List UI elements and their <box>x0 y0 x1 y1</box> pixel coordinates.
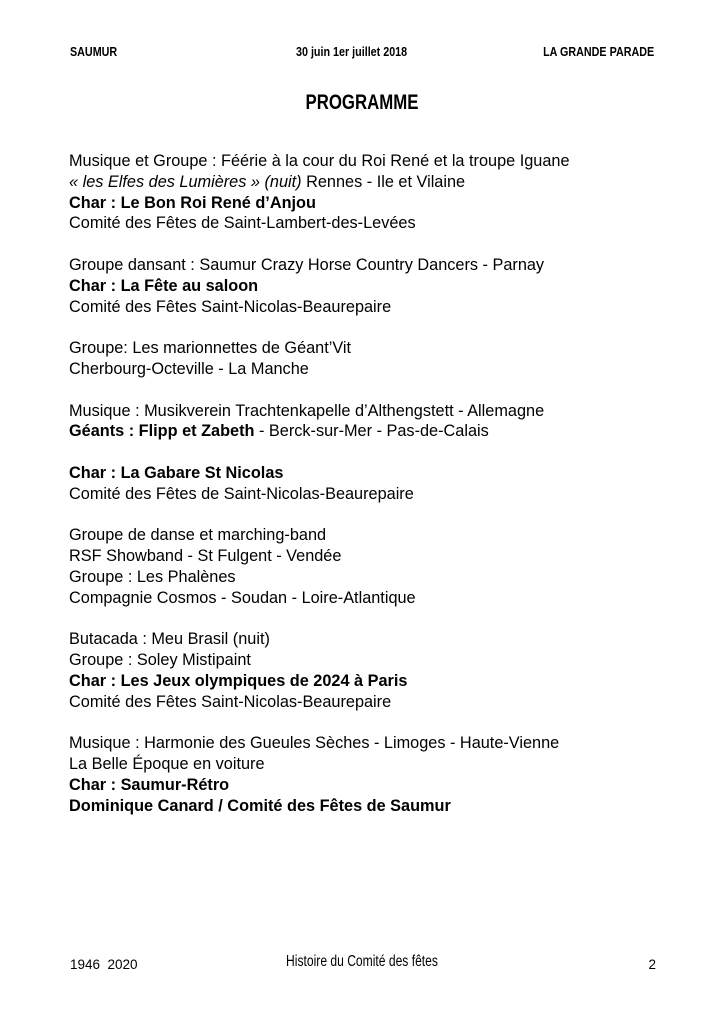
footer-years: 1946 2020 <box>70 957 138 972</box>
programme-line: La Belle Époque en voiture <box>69 755 265 774</box>
plain-text: Rennes - Ile et Vilaine <box>301 172 466 191</box>
char-line: Char : Le Bon Roi René d’Anjou <box>69 193 316 212</box>
programme-line: Musique : Harmonie des Gueules Sèches - Limoges - Haute-Vienne <box>69 734 560 753</box>
programme-line: Musique et Groupe : Féérie à la cour du Roi René et la troupe Iguane <box>69 152 570 170</box>
char-line: Char : Les Jeux olympiques de 2024 à Paris <box>69 671 408 690</box>
header-date: 30 juin 1er juillet 2018 <box>296 45 408 59</box>
char-line: Char : La Gabare St Nicolas <box>69 463 284 482</box>
programme-line: Groupe : Soley Mistipaint <box>69 651 251 670</box>
programme-line: Groupe: Les marionnettes de Géant’Vit <box>69 339 352 358</box>
programme-line: Comité des Fêtes de Saint-Nicolas-Beaurepaire <box>69 484 414 503</box>
programme-line <box>69 172 669 193</box>
programme-line: Comité des Fêtes de Saint-Lambert-des-Levées <box>69 214 416 233</box>
char-line: Char : Saumur-Rétro <box>69 775 230 794</box>
programme-line: RSF Showband - St Fulgent - Vendée <box>69 547 342 566</box>
programme-line <box>69 421 669 442</box>
plain-text: - Berck-sur-Mer - Pas-de-Calais <box>254 422 489 441</box>
bold-text: Géants : Flipp et Zabeth <box>69 422 255 441</box>
header-right: LA GRANDE PARADE <box>542 45 654 59</box>
programme-line: Comité des Fêtes Saint-Nicolas-Beaurepaire <box>69 297 392 316</box>
programme-line: Cherbourg-Octeville - La Manche <box>69 359 309 378</box>
programme-list <box>69 151 669 817</box>
header-left: SAUMUR <box>70 45 118 59</box>
programme-line: Groupe dansant : Saumur Crazy Horse Country Dancers - Parnay <box>69 255 545 274</box>
page-number: 2 <box>648 957 656 972</box>
programme-line: Groupe de danse et marching-band <box>69 526 327 545</box>
footer-title: Histoire du Comité des fêtes <box>286 953 438 970</box>
programme-line: Musique : Musikverein Trachtenkapelle d’Althengstett - Allemagne <box>69 401 545 420</box>
programme-line: Compagnie Cosmos - Soudan - Loire-Atlantique <box>69 588 416 607</box>
char-line: Dominique Canard / Comité des Fêtes de Saumur <box>69 796 451 815</box>
char-line: Char : La Fête au saloon <box>69 276 259 295</box>
italic-text: « les Elfes des Lumières » (nuit) <box>69 172 302 191</box>
programme-line: Comité des Fêtes Saint-Nicolas-Beaurepaire <box>69 692 392 711</box>
programme-line: Groupe : Les Phalènes <box>69 567 236 586</box>
programme-line: Butacada : Meu Brasil (nuit) <box>69 630 270 649</box>
page-title: PROGRAMME <box>305 91 419 114</box>
